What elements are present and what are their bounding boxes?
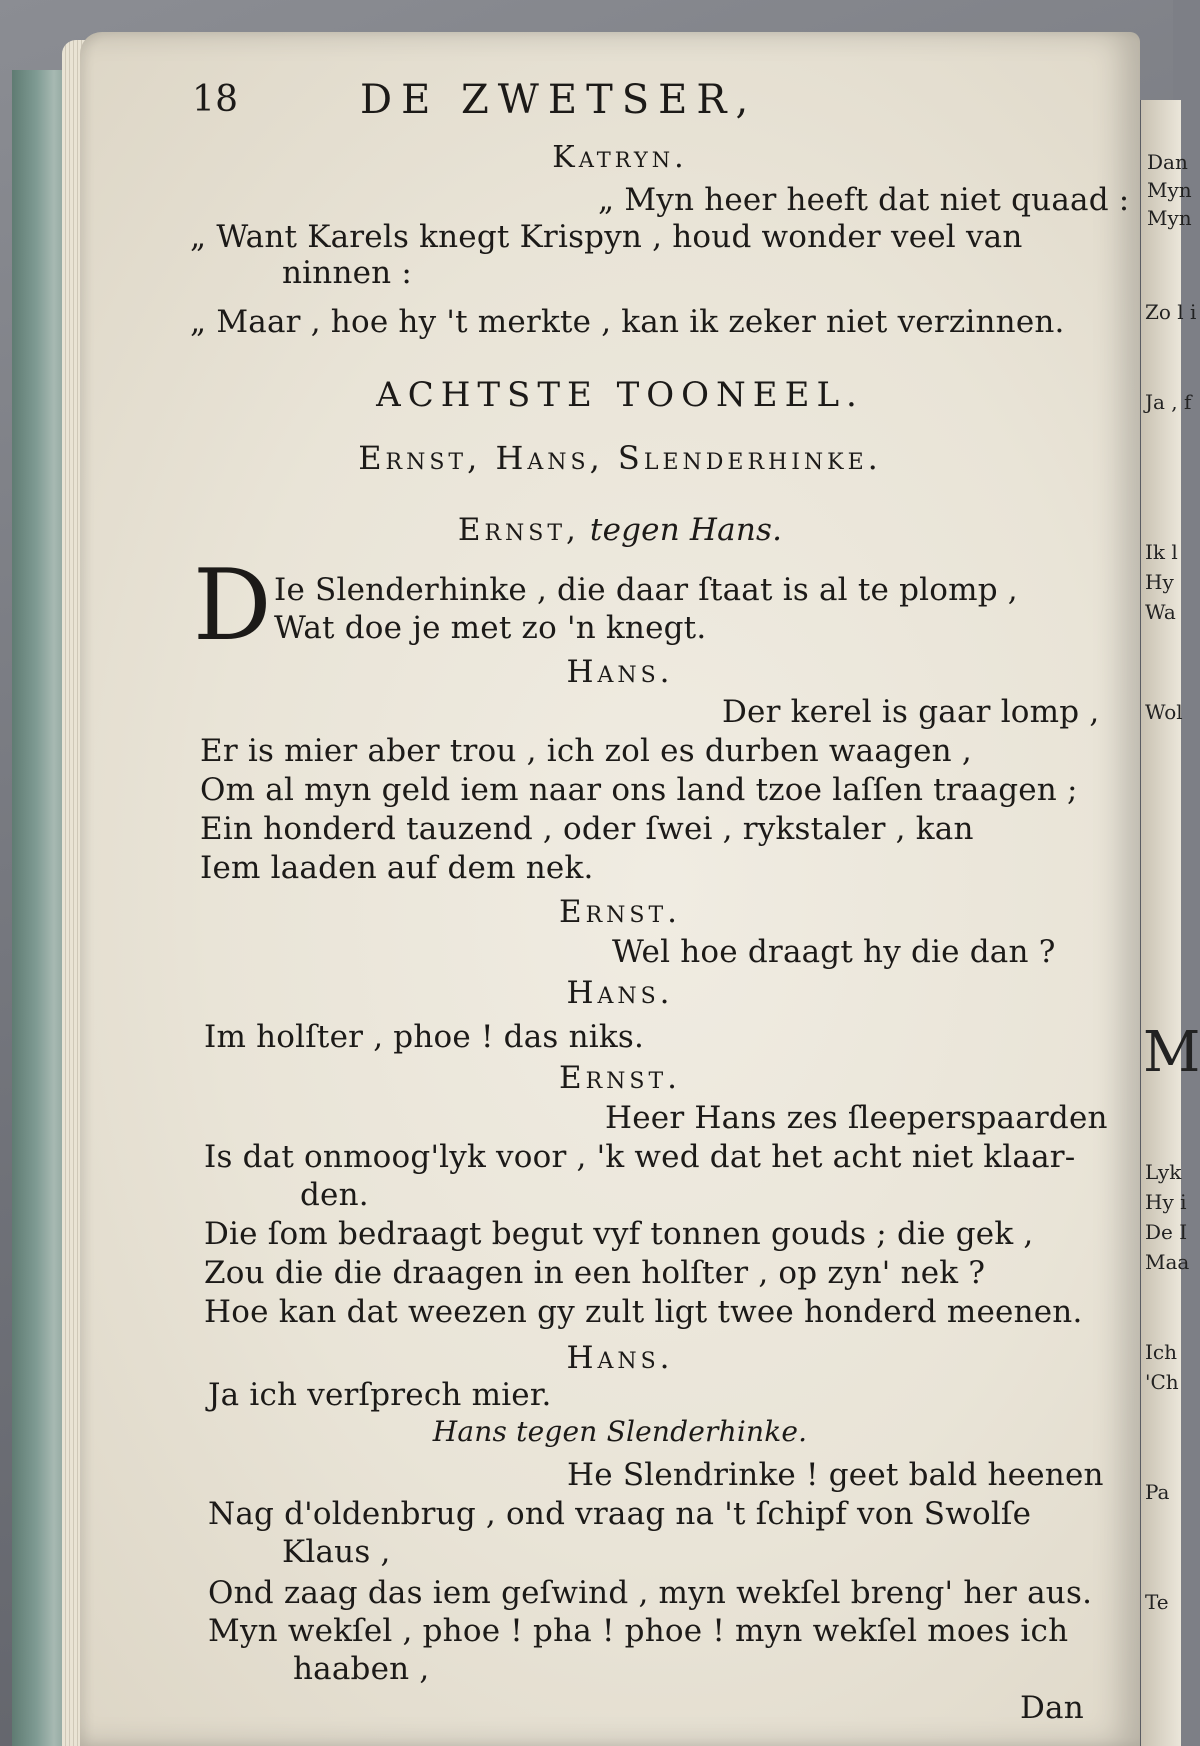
adjacent-fragment: Wol [1145,700,1183,724]
verse-line: Myn wekſel , phoe ! pha ! phoe ! myn wekſel moes ich [208,1613,1069,1649]
scene-heading: ACHTSTE TOONEEL. [376,375,864,415]
adjacent-fragment: M [1143,1020,1200,1085]
adjacent-fragment: Lyk [1145,1160,1182,1184]
adjacent-fragment: Ja , f [1145,390,1192,414]
adjacent-fragment: Hy i [1145,1190,1187,1214]
verse-line: haaben , [293,1651,430,1687]
verse-line: den. [300,1177,369,1213]
verse-line: Im holſter , phoe ! das niks. [204,1019,644,1055]
speaker-name: Ernst, [457,512,580,548]
verse-line: Is dat onmoog'lyk voor , 'k wed dat het acht niet klaar- [204,1139,1076,1175]
adjacent-fragment: Ik l [1145,540,1178,564]
catchword: Dan [1020,1690,1084,1726]
adjacent-page [1138,100,1200,1746]
verse-line: ninnen : [282,255,413,291]
stage-direction [190,512,1050,548]
verse-line: Wel hoe draagt hy die dan ? [612,934,1056,970]
verse-line: Klaus , [282,1534,391,1570]
scene-characters: Ernst, Hans, Slenderhinke. [358,439,882,477]
verse-line: Iem laaden auf dem nek. [200,850,594,886]
adjacent-fragment: De I [1145,1220,1188,1244]
stage-direction: Hans tegen Slenderhinke. [432,1415,808,1448]
adjacent-fragment: Maa [1145,1250,1190,1274]
adjacent-fragment: Ich [1145,1340,1177,1364]
verse-line: Die ſom bedraagt begut vyf tonnen gouds ; die gek , [204,1216,1034,1252]
adjacent-fragment: Te [1145,1590,1169,1614]
verse-line: „ Maar , hoe hy 't merkte , kan ik zeker niet verzinnen. [190,304,1065,340]
drop-cap: D [193,549,272,663]
verse-line: Hoe kan dat weezen gy zult ligt twee honderd meenen. [204,1294,1083,1330]
speaker-name: Hans. [566,1340,674,1376]
verse-line: Ja ich verſprech mier. [208,1377,552,1413]
page-number: 18 [192,79,239,120]
adjacent-fragment: Hy [1145,570,1174,594]
verse-line: Zou die die draagen in een holſter , op zyn' nek ? [204,1255,986,1291]
adjacent-fragment: Dan [1147,150,1188,174]
speaker-name: Hans. [566,654,674,690]
speaker-name: Ernst. [558,894,682,930]
verse-line: „ Want Karels knegt Krispyn , houd wonder veel van [190,219,1023,255]
adjacent-fragment: Wa [1145,600,1176,624]
verse-line: Wat doe je met zo 'n knegt. [274,610,707,646]
direction-text: tegen Hans. [589,512,783,548]
verse-line: Heer Hans zes ſleeperspaarden [605,1100,1108,1136]
verse-line: Er is mier aber trou , ich zol es durben waagen , [200,733,972,769]
verse-line: Nag d'oldenbrug , ond vraag na 't ſchipf von Swolſe [208,1496,1032,1532]
adjacent-fragment: 'Ch [1145,1370,1179,1394]
adjacent-fragment: Myn [1147,206,1192,230]
adjacent-fragment: Pa [1145,1480,1170,1504]
verse-line: Ond zaag das iem geſwind , myn wekſel breng' her aus. [208,1575,1093,1611]
verse-line: Der kerel is gaar lomp , [722,694,1100,730]
verse-line: „ Myn heer heeft dat niet quaad : [598,182,1130,218]
adjacent-fragment: Zo l i [1145,300,1197,324]
speaker-name: Ernst. [558,1060,682,1096]
verse-line: Ein honderd tauzend , oder ſwei , rykstaler , kan [200,811,974,847]
speaker-name: Katryn. [552,140,688,175]
adjacent-fragment: Myn [1147,178,1192,202]
speaker-name: Hans. [566,975,674,1011]
verse-line: He Slendrinke ! geet bald heenen [567,1457,1104,1493]
running-head: DE ZWETSER, [360,77,758,123]
verse-line: Ie Slenderhinke , die daar ſtaat is al te plomp , [274,572,1018,608]
verse-line: Om al myn geld iem naar ons land tzoe laſſen traagen ; [200,772,1078,808]
